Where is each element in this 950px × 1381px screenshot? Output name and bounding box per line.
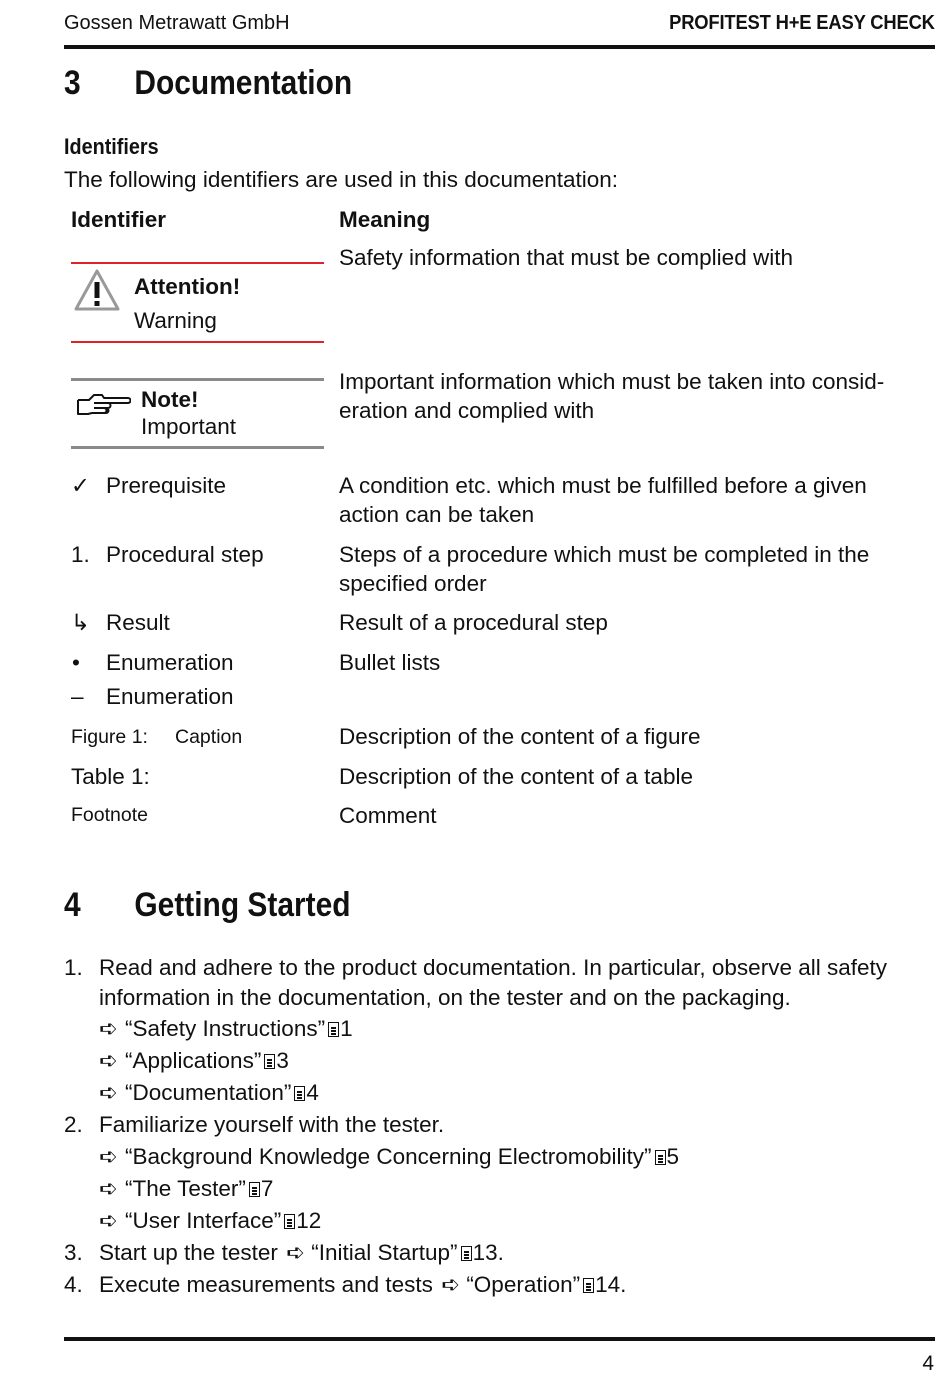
step-text: information in the documentation, on the tester and on the packaging.: [99, 985, 791, 1010]
footnote-label: Footnote: [71, 804, 148, 826]
reference-title: “The Tester”: [125, 1176, 246, 1201]
col-header-meaning: Meaning: [339, 207, 431, 232]
document-icon: [655, 1150, 666, 1165]
header-rule: [64, 45, 935, 49]
step-number: 4.: [64, 1272, 83, 1297]
step-text: Start up the tester: [99, 1240, 278, 1265]
reference-page: 13.: [472, 1240, 504, 1265]
reference-page: 5: [666, 1144, 680, 1169]
arrow-right-outline-icon: ➪: [99, 1144, 118, 1169]
cross-reference[interactable]: [99, 1142, 679, 1172]
note-title: Note!: [141, 387, 199, 412]
document-icon: [249, 1182, 260, 1197]
reference-title[interactable]: “Initial Startup”: [311, 1240, 458, 1265]
step-number: 3.: [64, 1240, 83, 1265]
section-3-heading: [64, 64, 352, 103]
step-text: Execute measurements and tests: [99, 1272, 433, 1297]
result-arrow-icon: ↳: [71, 610, 90, 635]
step-content: [99, 1238, 934, 1268]
footnote-meaning: Comment: [339, 803, 437, 828]
cross-reference[interactable]: [99, 1078, 319, 1108]
document-icon: [461, 1246, 472, 1261]
reference-page: 1: [340, 1016, 353, 1041]
reference-title: “Safety Instructions”: [125, 1016, 326, 1041]
procedural-step-meaning-line-2: specified order: [339, 571, 487, 596]
arrow-right-outline-icon: ➪: [99, 1176, 118, 1201]
section-4-heading: [64, 886, 351, 925]
document-icon: [294, 1086, 305, 1101]
result-meaning: Result of a procedural step: [339, 610, 608, 635]
reference-page: 3: [276, 1048, 289, 1073]
figure-caption: Caption: [175, 726, 243, 748]
reference-title: “Applications”: [125, 1048, 262, 1073]
note-top-rule: [71, 378, 324, 381]
col-header-identifier: Identifier: [71, 207, 167, 232]
step-number: 1.: [64, 955, 83, 980]
step-text: Read and adhere to the product documentation. In particular, observe all safety: [99, 955, 887, 980]
figure-label: Figure 1:: [71, 726, 148, 748]
figure-meaning: Description of the content of a figure: [339, 724, 701, 749]
cross-reference[interactable]: [99, 1014, 353, 1044]
header-company: Gossen Metrawatt GmbH: [64, 12, 290, 34]
arrow-right-outline-icon: ➪: [441, 1272, 461, 1297]
section-number: 4: [64, 886, 81, 924]
document-icon: [264, 1054, 275, 1069]
step-text: Familiarize yourself with the tester.: [99, 1112, 445, 1137]
table-meaning: Description of the content of a table: [339, 764, 693, 789]
cross-reference[interactable]: [99, 1046, 289, 1076]
note-meaning-line-1: Important information which must be taken into consid-: [339, 369, 885, 394]
attention-top-rule: [71, 262, 324, 264]
arrow-right-outline-icon: ➪: [286, 1240, 305, 1265]
enumeration-meaning: Bullet lists: [339, 650, 441, 675]
prerequisite-meaning-line-2: action can be taken: [339, 502, 535, 527]
table-label: Table 1:: [71, 764, 150, 789]
attention-title: Attention!: [134, 274, 241, 299]
page-number: 4: [922, 1352, 934, 1375]
reference-title: “Documentation”: [125, 1080, 292, 1105]
identifiers-subheading: Identifiers: [64, 134, 159, 159]
section-title: Documentation: [134, 64, 353, 102]
procedural-step-label: Procedural step: [106, 542, 264, 567]
reference-title: “User Interface”: [125, 1208, 282, 1233]
reference-page: 12: [296, 1208, 322, 1233]
document-icon: [583, 1278, 594, 1293]
document-icon: [328, 1022, 339, 1037]
warning-triangle-icon: [73, 268, 121, 312]
procedural-step-meaning-line-1: Steps of a procedure which must be completed in the: [339, 542, 870, 567]
reference-page: 14.: [595, 1272, 627, 1297]
step-number: 2.: [64, 1112, 83, 1137]
prerequisite-label: Prerequisite: [106, 473, 227, 498]
note-meaning-line-2: eration and complied with: [339, 398, 595, 423]
cross-reference[interactable]: [99, 1174, 273, 1204]
header-product: PROFITEST H+E EASY CHECK: [669, 12, 935, 34]
getting-started-steps: [64, 953, 934, 1313]
section-number: 3: [64, 64, 81, 102]
attention-sub: Warning: [134, 308, 217, 333]
result-label: Result: [106, 610, 170, 635]
prerequisite-meaning-line-1: A condition etc. which must be fulfilled before a given: [339, 473, 867, 498]
attention-meaning: Safety information that must be complied with: [339, 245, 793, 270]
note-bottom-rule: [71, 446, 324, 449]
arrow-right-outline-icon: ➪: [99, 1016, 118, 1041]
note-sub: Important: [141, 414, 237, 439]
identifiers-intro: The following identifiers are used in this documentation:: [64, 167, 619, 192]
procedural-step-symbol: 1.: [71, 542, 90, 567]
reference-title[interactable]: “Operation”: [466, 1272, 581, 1297]
arrow-right-outline-icon: ➪: [99, 1208, 118, 1233]
footer-rule: [64, 1337, 935, 1341]
pointing-hand-icon: [75, 390, 131, 418]
dash-symbol: –: [71, 684, 84, 709]
bullet-symbol: •: [72, 650, 80, 675]
arrow-right-outline-icon: ➪: [99, 1048, 118, 1073]
enumeration-bullet-label: Enumeration: [106, 650, 234, 675]
cross-reference[interactable]: [99, 1206, 321, 1236]
section-title: Getting Started: [134, 886, 351, 924]
prerequisite-symbol: ✓: [71, 473, 90, 498]
document-icon: [284, 1214, 295, 1229]
reference-title: “Background Knowledge Concerning Electromobility”: [125, 1144, 652, 1169]
reference-page: 7: [260, 1176, 274, 1201]
step-content: [99, 1270, 934, 1300]
enumeration-dash-label: Enumeration: [106, 684, 234, 709]
attention-bottom-rule: [71, 341, 324, 343]
reference-page: 4: [306, 1080, 319, 1105]
arrow-right-outline-icon: ➪: [99, 1080, 118, 1105]
